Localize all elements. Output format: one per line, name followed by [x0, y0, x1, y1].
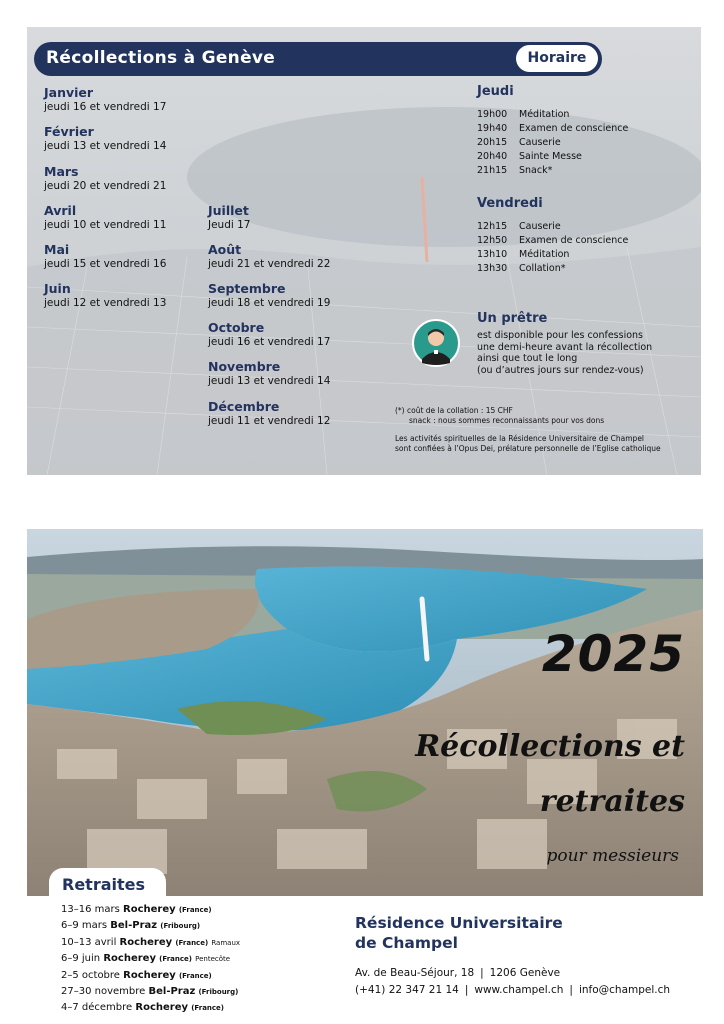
list-item: 10–13 avril Rocherey (France) Ramaux	[61, 936, 241, 948]
month-septembre: Septembre jeudi 18 et vendredi 19	[208, 281, 331, 309]
jeudi-schedule: 19h00 Méditation 19h40 Examen de conscience 20h15 Causerie 20h40 Sainte Messe 21h15 Snack*	[477, 109, 629, 176]
horaire-badge: Horaire	[516, 45, 598, 72]
residence-contact: Av. de Beau-Séjour, 18 | 1206 Genève (+41) 22 347 21 14 | www.champel.ch | info@champel.ch	[355, 967, 671, 996]
cover-year: 2025	[541, 625, 685, 683]
list-item: 2–5 octobre Rocherey (France)	[61, 969, 212, 981]
vendredi-title: Vendredi	[477, 196, 543, 211]
schedule-panel	[27, 27, 701, 475]
cover-subtitle: pour messieurs	[546, 846, 679, 866]
website-link[interactable]: www.champel.ch	[474, 984, 564, 996]
list-item: 6–9 mars Bel-Praz (Fribourg)	[61, 920, 201, 932]
retraites-list	[61, 902, 240, 1017]
month-mai: Mai jeudi 15 et vendredi 16	[44, 242, 167, 270]
month-avril: Avril jeudi 10 et vendredi 11	[44, 203, 167, 231]
email-link[interactable]: info@champel.ch	[578, 984, 671, 996]
month-juin: Juin jeudi 12 et vendredi 13	[44, 281, 167, 309]
cover-title-line2: retraites	[539, 784, 685, 819]
retraites-tab	[49, 868, 166, 901]
month-novembre: Novembre jeudi 13 et vendredi 14	[208, 359, 331, 387]
jeudi-title: Jeudi	[477, 84, 514, 99]
collation-note: (*) coût de la collation : 15 CHF snack : nous sommes reconnaissants pour vos dons	[395, 406, 605, 425]
priest-avatar-icon	[412, 319, 460, 367]
page-title: Récollections à Genève	[46, 48, 276, 68]
cover-image	[27, 529, 703, 896]
title-bar	[34, 42, 602, 76]
pretre-title: Un prêtre	[477, 311, 548, 326]
list-item: 4–7 décembre Rocherey (France)	[61, 1002, 224, 1014]
month-aout: Août jeudi 21 et vendredi 22	[208, 242, 331, 270]
list-item: 27–30 novembre Bel-Praz (Fribourg)	[61, 986, 239, 998]
opus-dei-note: Les activités spirituelles de la Résidence Universitaire de Champel sont confiées à l’Opus Dei, prélature personnelle de l’Eglise catholique	[395, 434, 661, 453]
month-mars: Mars jeudi 20 et vendredi 21	[44, 164, 167, 192]
address: Av. de Beau-Séjour, 18	[355, 967, 475, 979]
city: 1206 Genève	[489, 967, 561, 979]
list-item: 13–16 mars Rocherey (France)	[61, 904, 212, 915]
cover-title-line1: Récollections et	[415, 729, 685, 764]
month-octobre: Octobre jeudi 16 et vendredi 17	[208, 320, 331, 348]
list-item: 6–9 juin Rocherey (France) Pentecôte	[61, 953, 231, 965]
month-janvier: Janvier jeudi 16 et vendredi 17	[44, 85, 167, 113]
retraites-title: Retraites	[62, 875, 146, 894]
month-decembre: Décembre jeudi 11 et vendredi 12	[208, 399, 331, 427]
month-juillet: Juillet Jeudi 17	[208, 203, 251, 231]
residence-name: Résidence Universitaire de Champel	[355, 914, 563, 952]
geneva-aerial-painting	[27, 529, 703, 896]
month-fevrier: Février jeudi 13 et vendredi 14	[44, 124, 167, 152]
vendredi-schedule: 12h15 Causerie 12h50 Examen de conscience 13h10 Méditation 13h30 Collation*	[477, 221, 629, 274]
pretre-text: est disponible pour les confessions une demi-heure avant la récollection ainsi que tout le long (ou d’autres jours sur rendez-vous)	[477, 330, 653, 376]
phone: (+41) 22 347 21 14	[355, 984, 459, 996]
